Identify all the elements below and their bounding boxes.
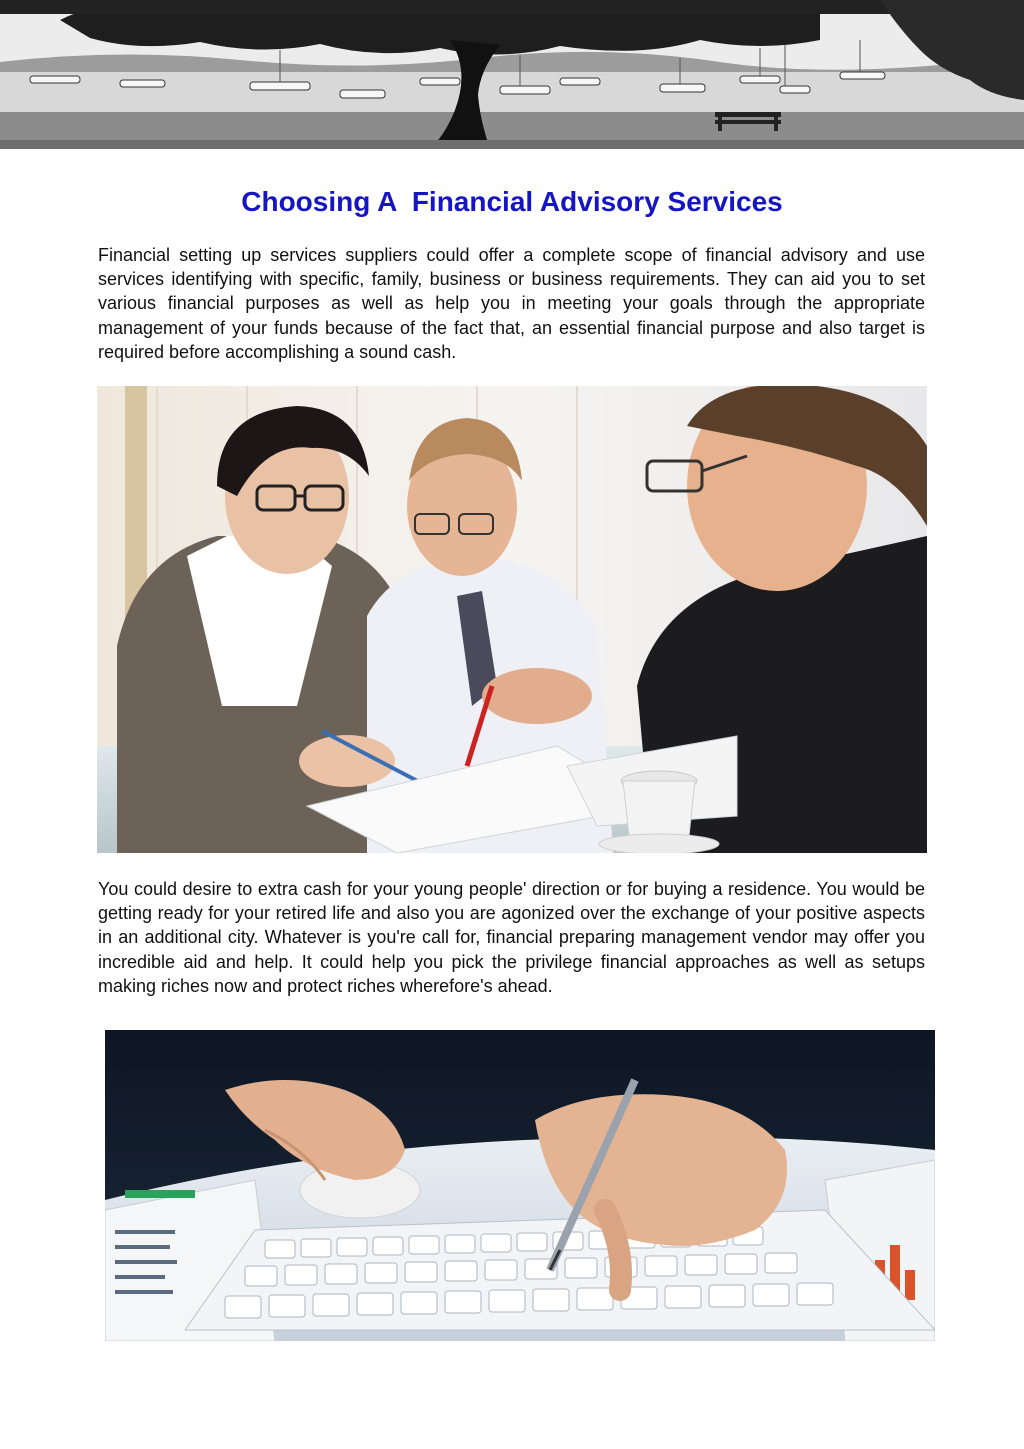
advisory-meeting-photo (97, 386, 927, 853)
header-lake-tree-illustration (0, 0, 1024, 149)
meeting-illustration (97, 386, 927, 853)
body-paragraph-2: You could desire to extra cash for your young people' direction or for buying a residence. You would be getting ready for your retired life and also you are agonized over the exchange of your positive aspects in an additional city. Whatever is you're call for, financial preparing management vendor may offer you incredible aid and help. It could help you pick the privilege financial approaches as well as setups making riches now and protect riches wherefore's ahead. (98, 879, 925, 996)
body-paragraph-1: Financial setting up services suppliers could offer a complete scope of financial advisory and use services identifying with specific, family, business or business requirements. They can aid you to set various financial purposes as well as help you in meeting your goals through the appropriate management of your funds because of the fact that, an essential financial purpose and also target is required before accomplishing a sound cash. (98, 245, 925, 362)
keyboard-documents-photo (105, 1030, 935, 1341)
page-title: Choosing A Financial Advisory Services (241, 186, 783, 217)
keyboard-illustration (105, 1030, 935, 1341)
header-banner-photo (0, 0, 1024, 149)
